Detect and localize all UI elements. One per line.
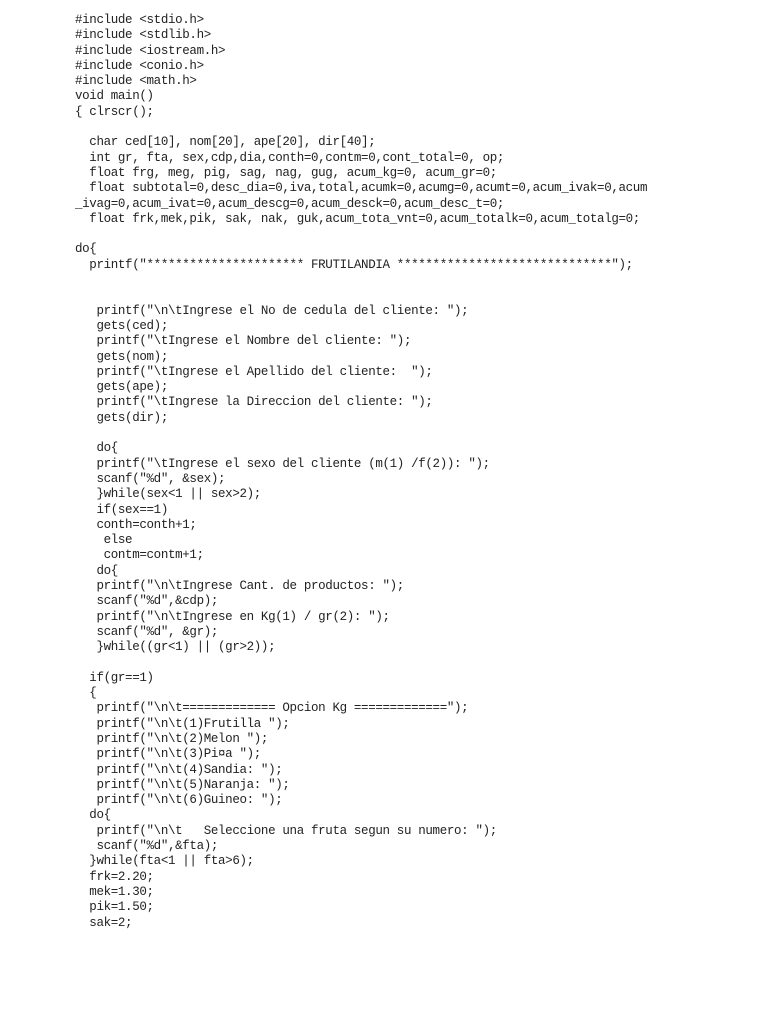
code-line: printf("\n\t Seleccione una fruta segun su numero: "); [75, 823, 497, 838]
code-line: #include <stdio.h> [75, 13, 204, 27]
code-line: }while(sex<1 || sex>2); [75, 487, 261, 502]
blank-line [75, 655, 647, 670]
code-line: if(gr==1) [75, 670, 154, 685]
code-line: gets(nom); [75, 349, 168, 364]
code-line: scanf("%d",&cdp); [75, 594, 219, 609]
code-line: #include <math.h> [75, 74, 197, 89]
code-line: }while(fta<1 || fta>6); [75, 854, 254, 869]
code-line: #include <conio.h> [75, 58, 204, 73]
code-line: float frg, meg, pig, sag, nag, gug, acum_kg=0, acum_gr=0; [75, 165, 497, 180]
code-line: else [75, 533, 133, 548]
code-line: scanf("%d", &gr); [75, 624, 219, 639]
code-line: printf("\n\t(4)Sandia: "); [75, 762, 283, 777]
code-line: printf("\n\t(3)Pi¤a "); [75, 747, 261, 762]
code-line: scanf("%d", &sex); [75, 471, 226, 486]
code-line: do{ [75, 242, 97, 257]
blank-line [75, 288, 647, 303]
code-line: printf("\n\t(2)Melon "); [75, 731, 269, 746]
code-line: gets(ced); [75, 318, 168, 333]
code-line: printf("\tIngrese la Direccion del cliente: "); [75, 395, 433, 410]
code-line: char ced[10], nom[20], ape[20], dir[40]; [75, 135, 376, 150]
source-code-listing [75, 13, 647, 931]
code-line: do{ [75, 441, 118, 456]
code-line: do{ [75, 563, 118, 578]
code-line: printf("\n\tIngrese Cant. de productos: "); [75, 578, 404, 593]
code-line: #include <stdlib.h> [75, 28, 211, 43]
code-line: scanf("%d",&fta); [75, 839, 219, 854]
code-line: void main() [75, 89, 154, 104]
code-line: printf("\tIngrese el sexo del cliente (m(1) /f(2)): "); [75, 456, 490, 471]
code-line: printf("\n\t(6)Guineo: "); [75, 793, 283, 808]
code-line: mek=1.30; [75, 884, 154, 899]
blank-line [75, 227, 647, 242]
code-line: { clrscr(); [75, 104, 154, 119]
blank-line [75, 273, 647, 288]
code-line: printf("\tIngrese el Apellido del cliente: "); [75, 364, 433, 379]
code-line: _ivag=0,acum_ivat=0,acum_descg=0,acum_desck=0,acum_desc_t=0; [75, 196, 505, 211]
code-line: int gr, fta, sex,cdp,dia,conth=0,contm=0,cont_total=0, op; [75, 150, 505, 165]
code-line: printf("********************** FRUTILANDIA ******************************"); [75, 257, 633, 272]
code-line: }while((gr<1) || (gr>2)); [75, 640, 276, 655]
code-line: if(sex==1) [75, 502, 168, 517]
code-line: printf("\tIngrese el Nombre del cliente: "); [75, 334, 412, 349]
code-line: gets(dir); [75, 410, 168, 425]
code-line: float frk,mek,pik, sak, nak, guk,acum_tota_vnt=0,acum_totalk=0,acum_totalg=0; [75, 211, 640, 226]
blank-line [75, 426, 647, 441]
code-line: pik=1.50; [75, 900, 154, 915]
code-line: printf("\n\t(1)Frutilla "); [75, 716, 290, 731]
code-line: printf("\n\t(5)Naranja: "); [75, 777, 290, 792]
code-line: float subtotal=0,desc_dia=0,iva,total,acumk=0,acumg=0,acumt=0,acum_ivak=0,acum [75, 181, 648, 196]
code-line: contm=contm+1; [75, 548, 204, 563]
code-line: printf("\n\tIngrese en Kg(1) / gr(2): "); [75, 609, 390, 624]
blank-line [75, 120, 647, 135]
code-line: #include <iostream.h> [75, 43, 226, 58]
code-line: do{ [75, 808, 111, 823]
code-line: printf("\n\t============= Opcion Kg ============="); [75, 701, 469, 716]
code-line: sak=2; [75, 915, 133, 930]
code-line: gets(ape); [75, 380, 168, 395]
code-line: { [75, 686, 97, 701]
code-line: conth=conth+1; [75, 517, 197, 532]
code-line: printf("\n\tIngrese el No de cedula del cliente: "); [75, 303, 469, 318]
code-line: frk=2.20; [75, 869, 154, 884]
